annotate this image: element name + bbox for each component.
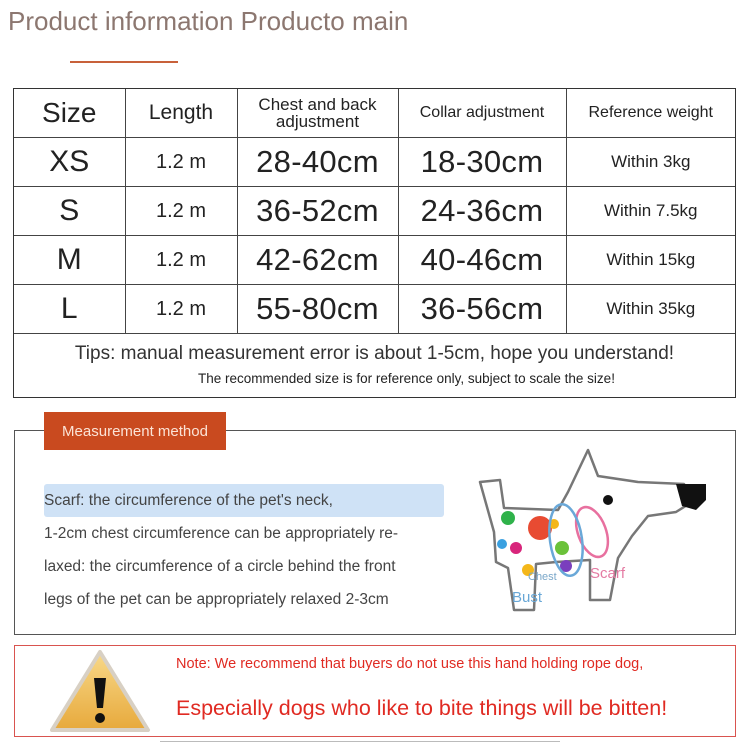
cell-chest: 36-52cm: [237, 187, 398, 236]
table-row: [14, 285, 735, 334]
measurement-line: legs of the pet can be appropriately relaxed 2-3cm: [44, 591, 389, 608]
dog-body-outline: [480, 450, 692, 610]
table-row: [14, 236, 735, 285]
cell-size: S: [14, 187, 125, 236]
cell-collar: 36-56cm: [398, 285, 566, 334]
cell-weight: Within 35kg: [566, 285, 735, 334]
scarf-highlight: Scarf: the circumference of the pet's neck,: [44, 484, 444, 517]
cell-length: 1.2 m: [125, 138, 237, 187]
dog-measurement-diagram: [470, 440, 710, 620]
cell-weight: Within 3kg: [566, 138, 735, 187]
cell-collar: 24-36cm: [398, 187, 566, 236]
chest-label: Chest: [528, 571, 557, 583]
cell-length: 1.2 m: [125, 187, 237, 236]
bust-label: Bust: [512, 589, 543, 606]
scarf-label: Scarf: [590, 565, 626, 582]
header-chest: Chest and back adjustment: [237, 89, 398, 138]
measurement-line: laxed: the circumference of a circle behind the front: [44, 558, 396, 575]
measurement-description: [44, 484, 444, 616]
cell-chest: 28-40cm: [237, 138, 398, 187]
reference-note: The recommended size is for reference only, subject to scale the size!: [198, 371, 615, 386]
warning-main-text: Especially dogs who like to bite things will be bitten!: [176, 696, 668, 720]
title-underline: [70, 61, 178, 63]
table-header-row: [14, 89, 735, 138]
warning-triangle-icon: [48, 648, 152, 734]
page-title: Product information Producto main: [8, 6, 409, 36]
cell-collar: 40-46cm: [398, 236, 566, 285]
header-length: Length: [125, 89, 237, 138]
cell-length: 1.2 m: [125, 236, 237, 285]
measurement-tab: Measurement method: [44, 412, 226, 450]
header-collar: Collar adjustment: [398, 89, 566, 138]
cell-size: XS: [14, 138, 125, 187]
warning-note: Note: We recommend that buyers do not use this hand holding rope dog,: [176, 656, 644, 672]
measurement-line: [44, 484, 444, 517]
header-weight: Reference weight: [566, 89, 735, 138]
cell-collar: 18-30cm: [398, 138, 566, 187]
cell-weight: Within 7.5kg: [566, 187, 735, 236]
tips-text: Tips: manual measurement error is about 1-5cm, hope you understand!: [74, 343, 675, 364]
spot: [501, 511, 515, 525]
spot: [510, 542, 522, 554]
cell-weight: Within 15kg: [566, 236, 735, 285]
spot: [555, 541, 569, 555]
cell-length: 1.2 m: [125, 285, 237, 334]
size-chart: [13, 88, 736, 398]
cell-chest: 55-80cm: [237, 285, 398, 334]
cell-chest: 42-62cm: [237, 236, 398, 285]
spot: [497, 539, 507, 549]
divider: [160, 741, 560, 744]
table-row: [14, 138, 735, 187]
cell-size: L: [14, 285, 125, 334]
size-table: [14, 89, 735, 334]
dog-eye-icon: [603, 495, 613, 505]
cell-size: M: [14, 236, 125, 285]
measurement-line: 1-2cm chest circumference can be appropriately re-: [44, 525, 399, 542]
header-size: Size: [14, 89, 125, 138]
table-row: [14, 187, 735, 236]
